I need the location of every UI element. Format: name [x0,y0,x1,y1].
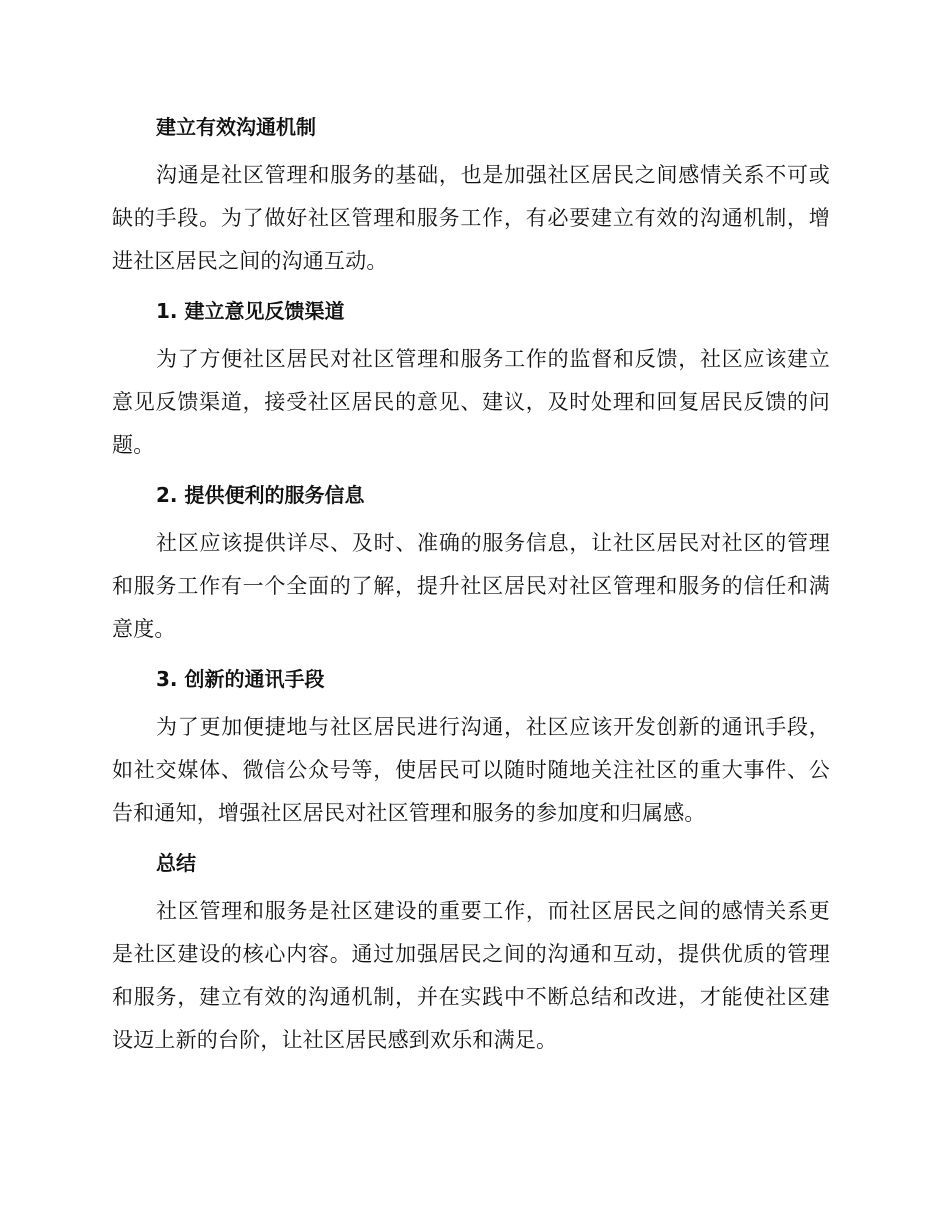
paragraph-line: 和服务工作有一个全面的了解，提升社区居民对社区管理和服务的信任和满 [112,574,830,598]
paragraph-line: 意见反馈渠道，接受社区居民的意见、建议，及时处理和回复居民反馈的问 [112,390,830,414]
paragraph-line: 为了方便社区居民对社区管理和服务工作的监督和反馈，社区应该建立 [156,347,830,371]
section-paragraph [112,338,830,467]
paragraph-line: 意度。 [112,617,176,641]
paragraph-line: 设迈上新的台阶，让社区居民感到欢乐和满足。 [112,1028,558,1052]
paragraph-line: 和服务，建立有效的沟通机制，并在实践中不断总结和改进，才能使社区建 [112,985,830,1009]
section-heading: 建立有效沟通机制 [156,115,316,139]
paragraph-line: 社区应该提供详尽、及时、准确的服务信息，让社区居民对社区的管理 [156,531,830,555]
paragraph-line: 为了更加便捷地与社区居民进行沟通，社区应该开发创新的通讯手段， [156,715,830,739]
section-paragraph [112,706,830,835]
section-heading: 总结 [156,851,196,875]
section-paragraph [112,154,830,283]
paragraph-line: 如社交媒体、微信公众号等，使居民可以随时随地关注社区的重大事件、公 [112,758,830,782]
paragraph-line: 缺的手段。为了做好社区管理和服务工作，有必要建立有效的沟通机制，增 [112,206,830,230]
paragraph-line: 进社区居民之间的沟通互动。 [112,249,388,273]
paragraph-line: 题。 [112,433,155,457]
section-heading: 1. 建立意见反馈渠道 [156,299,345,323]
paragraph-line: 是社区建设的核心内容。通过加强居民之间的沟通和互动，提供优质的管理 [112,942,830,966]
document-page [112,108,830,1071]
section-paragraph [112,890,830,1062]
paragraph-line: 沟通是社区管理和服务的基础，也是加强社区居民之间感情关系不可或 [156,163,830,187]
paragraph-line: 告和通知，增强社区居民对社区管理和服务的参加度和归属感。 [112,801,706,825]
section-heading: 3. 创新的通讯手段 [156,667,325,691]
paragraph-line: 社区管理和服务是社区建设的重要工作，而社区居民之间的感情关系更 [156,899,830,923]
section-heading: 2. 提供便利的服务信息 [156,483,365,507]
section-paragraph [112,522,830,651]
